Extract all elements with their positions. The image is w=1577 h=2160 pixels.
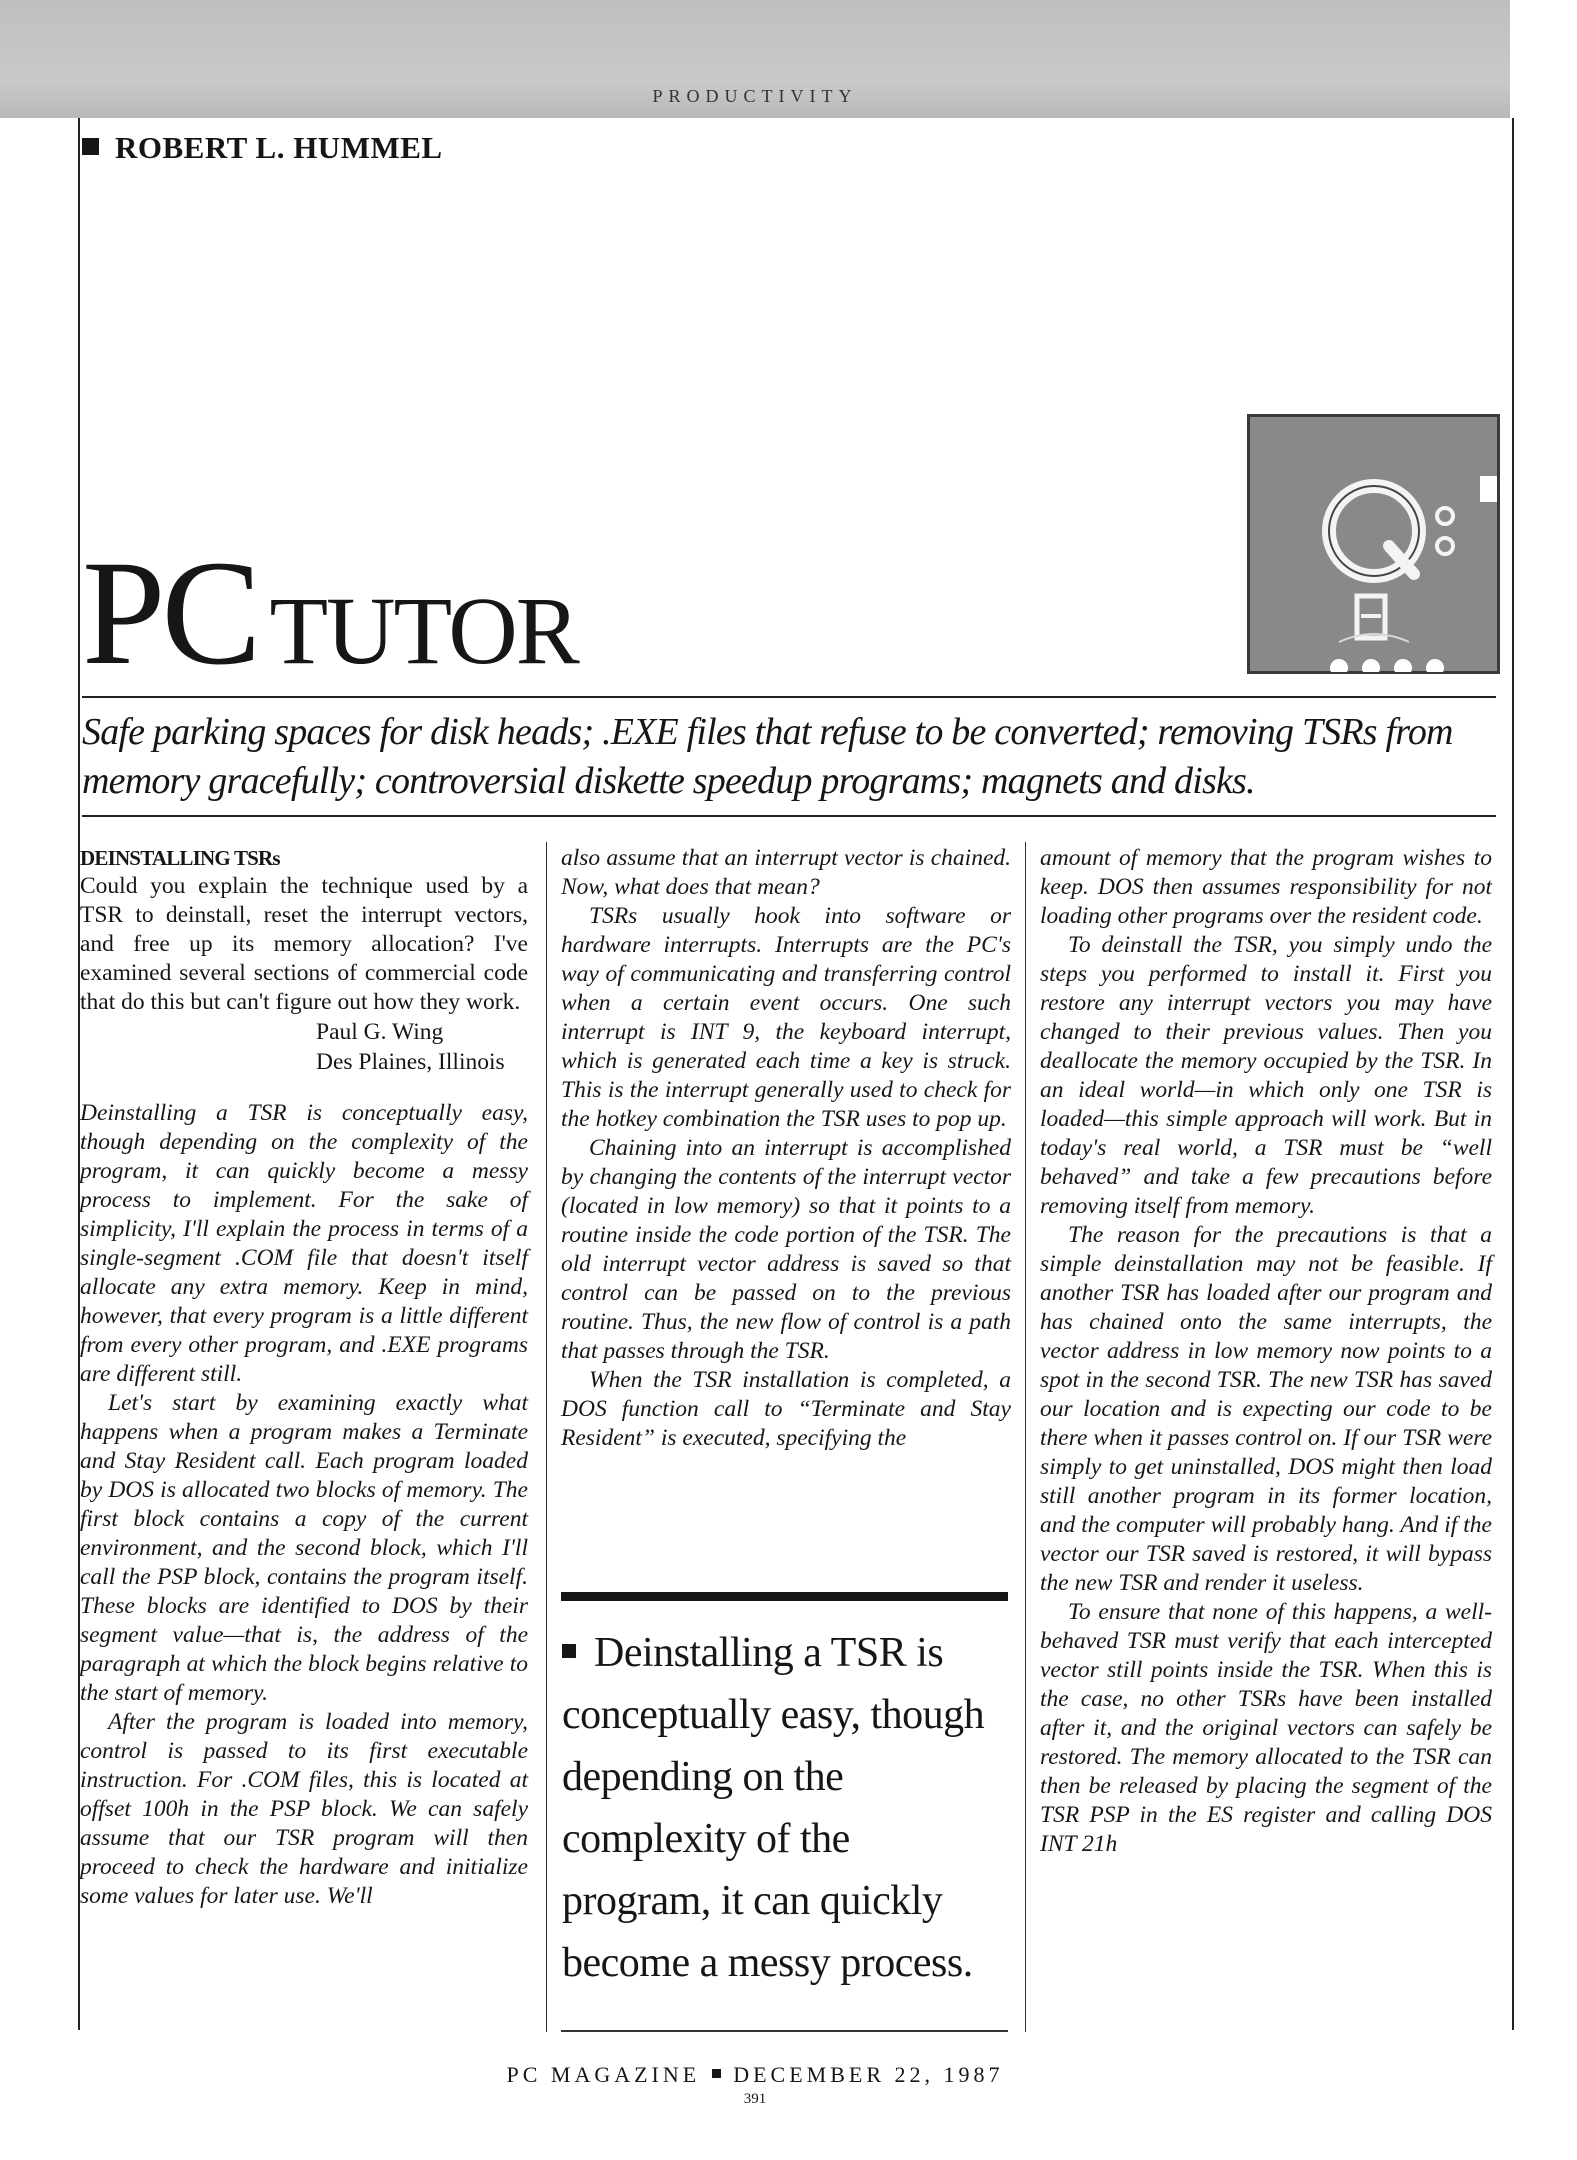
bullet-square <box>82 138 99 155</box>
answer-paragraph: After the program is loaded into memory, control is passed to its first executable instruction. For .COM files, this is located at offset 100h in the PSP block. We can safely assume that our TSR program will then proceed to check the hardware and initialize some values for later use. We'll <box>80 1709 528 1909</box>
article-column-3 <box>1040 844 1492 1859</box>
byline <box>82 130 443 166</box>
pullquote-rule-bottom <box>561 2030 1008 2032</box>
answer-paragraph: The reason for the precautions is that a simple deinstallation may not be feasible. If another TSR has loaded after our program and has chained onto the same interrupts, the vector address in low memory now points to a spot in the second TSR. The new TSR has saved our location and is expecting our code to be there when it passes control on. If our TSR were simply to get uninstalled, DOS might then load still another program in its former location, and the computer will probably hang. And if the vector our TSR saved is restored, it will bypass the new TSR and render it useless. <box>1040 1222 1492 1596</box>
pullquote <box>562 1622 1008 1994</box>
deck-subtitle: Safe parking spaces for disk heads; .EXE files that refuse to be converted; removing TSRs from memory gracefully; controversial diskette speedup programs; magnets and disks. <box>82 711 1453 802</box>
pullquote-text: Deinstalling a TSR is conceptually easy, though depending on the complexity of the program, it can quickly become a messy process. <box>562 1630 985 1986</box>
subhead: DEINSTALLING TSRs <box>80 846 280 870</box>
deck-rule-bottom <box>82 815 1496 817</box>
reader-location: Des Plaines, Illinois <box>316 1049 505 1075</box>
magazine-name: PC MAGAZINE <box>506 2062 701 2087</box>
answer-paragraph: When the TSR installation is completed, a DOS function call to “Terminate and Stay Resident” is executed, specifying the <box>561 1367 1011 1451</box>
answer-paragraph: Chaining into an interrupt is accomplished by changing the contents of the interrupt vector (located in low memory) so that it points to a routine inside the code portion of the TSR. The old interrupt vector address is saved so that control can be passed on to the previous routine. Thus, the new flow of control is a path that passes through the TSR. <box>561 1135 1011 1364</box>
qa-diskette-icon <box>1247 414 1500 674</box>
column-title <box>82 530 578 696</box>
answer-paragraph: To ensure that none of this happens, a well-behaved TSR must verify that each intercepted vector still points inside the TSR. When this is the case, no other TSRs have been installed after it, and the original vectors can safely be restored. The memory allocated to the TSR can then be released by placing the segment of the TSR PSP in the ES register and calling DOS INT 21h <box>1040 1599 1492 1857</box>
author-name: ROBERT L. HUMMEL <box>115 130 443 165</box>
answer-paragraph: also assume that an interrupt vector is chained. Now, what does that mean? <box>561 845 1011 900</box>
title-tutor: TUTOR <box>269 577 578 684</box>
reader-name: Paul G. Wing <box>316 1019 444 1045</box>
page-number: 391 <box>743 2091 767 2107</box>
answer-paragraph: TSRs usually hook into software or hardware interrupts. Interrupts are the PC's way of communicating and transferring control when a certain event occurs. One such interrupt is INT 9, the keyboard interrupt, which is generated each time a key is struck. This is the interrupt generally used to check for the hotkey combination the TSR uses to pop up. <box>561 903 1011 1132</box>
reader-question: Could you explain the technique used by a TSR to deinstall, reset the interrupt vectors, and free up its memory allocation? I've examined several sections of commercial code that do this but can't figure out how they work. <box>80 873 528 1015</box>
bullet-square <box>562 1644 576 1658</box>
bullet-square <box>712 2069 721 2078</box>
answer-paragraph: To deinstall the TSR, you simply undo the steps you performed to install it. First you restore any interrupt vectors you may have changed to their previous values. Then you deallocate the memory occupied by the TSR. In an ideal world—in which only one TSR is loaded—this simple approach will work. But in today's real world, a TSR must be “well behaved” and take a few precautions before removing itself from memory. <box>1040 932 1492 1219</box>
article-column-1 <box>80 844 528 1911</box>
answer-paragraph: amount of memory that the program wishes to keep. DOS then assumes responsibility for not loading other programs over the resident code. <box>1040 845 1492 929</box>
column-divider <box>546 842 547 2032</box>
column-divider <box>1025 842 1026 2032</box>
issue-date: DECEMBER 22, 1987 <box>733 2062 1004 2087</box>
answer-paragraph: Deinstalling a TSR is conceptually easy, though depending on the complexity of the program, it can quickly become a messy process to implement. For the sake of simplicity, I'll explain the process in terms of a single-segment .COM file that doesn't itself allocate any extra memory. Keep in mind, however, that every program is a little different from every other program, and .EXE programs are different still. <box>80 1100 528 1387</box>
title-pc: PC <box>82 530 258 696</box>
answer-paragraph: Let's start by examining exactly what happens when a program makes a Terminate and Stay Resident call. Each program loaded by DOS is allocated two blocks of memory. The first block contains a copy of the current environment, and the second block, which I'll call the PSP block, contains the program itself. These blocks are identified to DOS by their segment value—that is, the address of the paragraph at which the block begins relative to the start of memory. <box>80 1390 528 1706</box>
article-column-2 <box>561 844 1011 1453</box>
pullquote-rule-top <box>561 1592 1008 1601</box>
section-label: PRODUCTIVITY <box>652 86 858 106</box>
page-footer <box>0 2062 1510 2088</box>
deck-rule-top <box>82 696 1496 698</box>
